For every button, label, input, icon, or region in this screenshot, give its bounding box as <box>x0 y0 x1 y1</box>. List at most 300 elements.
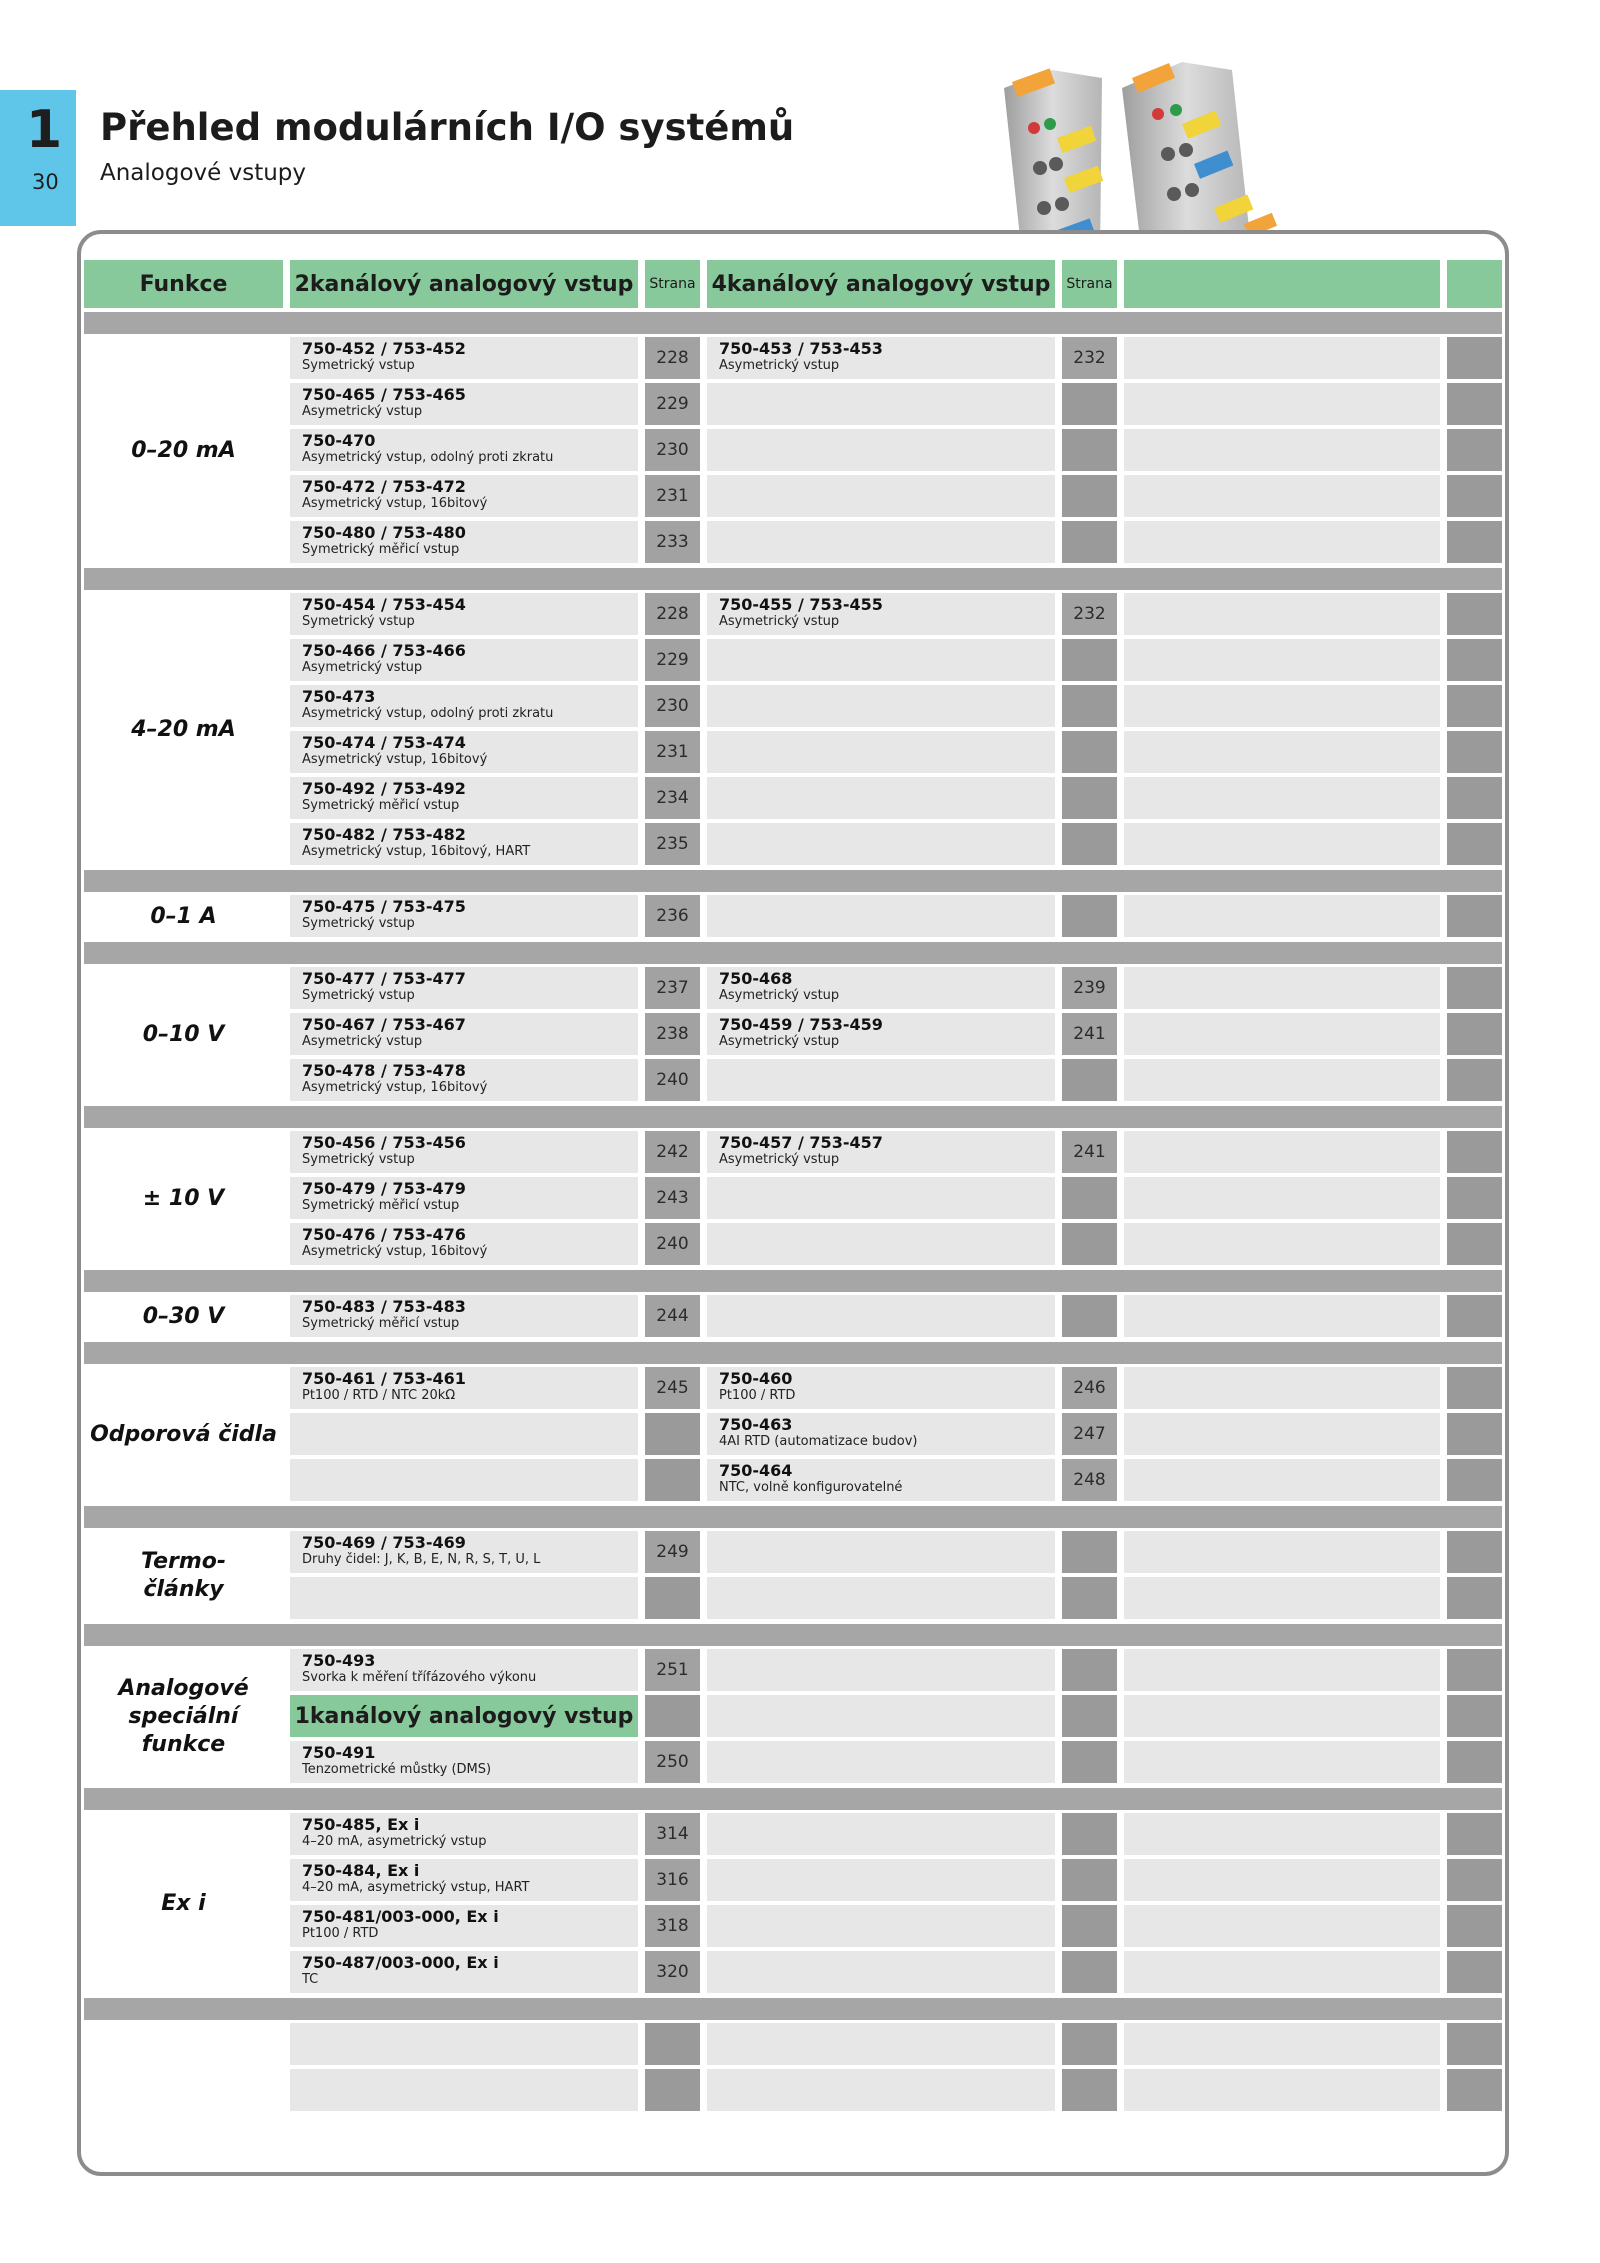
empty-cell <box>1124 521 1440 563</box>
product-cell-2ch <box>290 1177 638 1219</box>
empty-cell <box>1124 593 1440 635</box>
product-code: 750-456 / 753-456 <box>302 1133 466 1152</box>
empty-cell <box>1447 1177 1502 1219</box>
empty-cell <box>1124 895 1440 937</box>
empty-cell <box>1124 777 1440 819</box>
function-label: ± 10 V <box>142 1186 225 1211</box>
product-cell-4ch <box>707 1459 1055 1501</box>
product-cell-4ch <box>707 429 1055 471</box>
product-description: Symetrický měřicí vstup <box>302 1316 460 1331</box>
product-code: 750-480 / 753-480 <box>302 523 466 542</box>
product-code: 750-484, Ex i <box>302 1861 420 1880</box>
product-cell-2ch <box>290 475 638 517</box>
page-number: 30 <box>32 170 59 194</box>
product-code: 750-493 <box>302 1651 376 1670</box>
product-code: 750-455 / 753-455 <box>719 595 883 614</box>
page-subtitle: Analogové vstupy <box>100 160 307 186</box>
empty-cell <box>1447 429 1502 471</box>
product-code: 750-481/003-000, Ex i <box>302 1907 499 1926</box>
product-code: 750-465 / 753-465 <box>302 385 466 404</box>
product-cell-4ch <box>707 2069 1055 2111</box>
page-number-cell <box>1062 475 1117 517</box>
page-number-cell <box>1062 2023 1117 2065</box>
page-number-cell: 248 <box>1062 1459 1117 1501</box>
product-code: 750-452 / 753-452 <box>302 339 466 358</box>
function-label: 0–10 V <box>142 1022 225 1047</box>
page-number-cell: 232 <box>1062 593 1117 635</box>
page-number-cell: 316 <box>645 1859 700 1901</box>
product-description: Asymetrický vstup, odolný proti zkratu <box>302 450 554 465</box>
product-cell-2ch <box>290 731 638 773</box>
product-cell-2ch <box>290 521 638 563</box>
empty-cell <box>1124 475 1440 517</box>
product-description: Pt100 / RTD / NTC 20kΩ <box>302 1388 456 1403</box>
page-number-cell: 230 <box>645 685 700 727</box>
product-description: Asymetrický vstup, 16bitový <box>302 752 488 767</box>
page-number-cell: 249 <box>645 1531 700 1573</box>
empty-cell <box>1447 1013 1502 1055</box>
empty-cell <box>1447 823 1502 865</box>
product-code: 750-464 <box>719 1461 793 1480</box>
empty-cell <box>1124 685 1440 727</box>
product-cell-2ch <box>290 685 638 727</box>
product-cell-4ch <box>707 2023 1055 2065</box>
page-number-cell <box>1062 639 1117 681</box>
product-description: Symetrický měřicí vstup <box>302 1198 460 1213</box>
empty-cell <box>1447 731 1502 773</box>
empty-cell <box>1124 2069 1440 2111</box>
page-number-cell <box>1062 777 1117 819</box>
product-cell-4ch <box>707 593 1055 635</box>
empty-cell <box>1447 1059 1502 1101</box>
product-cell-4ch <box>707 1223 1055 1265</box>
product-cell-2ch <box>290 337 638 379</box>
empty-cell <box>1447 1859 1502 1901</box>
product-cell-2ch <box>290 1223 638 1265</box>
page-number-cell: 234 <box>645 777 700 819</box>
empty-cell <box>1124 1859 1440 1901</box>
product-cell-4ch <box>707 521 1055 563</box>
empty-cell <box>1447 1951 1502 1993</box>
empty-cell <box>1447 1813 1502 1855</box>
product-description: Asymetrický vstup <box>302 404 423 419</box>
empty-cell <box>1124 429 1440 471</box>
product-cell-2ch <box>290 1413 638 1455</box>
empty-cell <box>1124 1577 1440 1619</box>
product-cell-2ch <box>290 1367 638 1409</box>
page-number-cell <box>1062 1295 1117 1337</box>
product-cell-4ch <box>707 1813 1055 1855</box>
product-description: Asymetrický vstup, 16bitový <box>302 1080 488 1095</box>
product-cell-4ch <box>707 1367 1055 1409</box>
product-description: Symetrický vstup <box>302 1152 415 1167</box>
product-cell-4ch <box>707 967 1055 1009</box>
product-cell-4ch <box>707 383 1055 425</box>
function-label: 0–30 V <box>142 1304 225 1329</box>
function-label: 4–20 mA <box>131 717 236 742</box>
page-number-cell <box>1062 731 1117 773</box>
page-number-cell: 238 <box>645 1013 700 1055</box>
product-description: TC <box>302 1972 319 1987</box>
empty-cell <box>1124 967 1440 1009</box>
product-code: 750-473 <box>302 687 376 706</box>
empty-cell <box>1124 1905 1440 1947</box>
page-number-cell <box>1062 1577 1117 1619</box>
page-number-cell: 241 <box>1062 1013 1117 1055</box>
product-code: 750-487/003-000, Ex i <box>302 1953 499 1972</box>
product-cell-2ch <box>290 1905 638 1947</box>
page-number-cell <box>1062 1905 1117 1947</box>
empty-cell <box>1447 777 1502 819</box>
product-cell-2ch <box>290 777 638 819</box>
empty-cell <box>1447 2023 1502 2065</box>
product-description: Asymetrický vstup <box>719 358 840 373</box>
product-cell-2ch <box>290 1741 638 1783</box>
page-number-cell <box>1062 1695 1117 1737</box>
product-description: Asymetrický vstup, 16bitový <box>302 1244 488 1259</box>
empty-cell <box>1124 1741 1440 1783</box>
empty-cell <box>1124 1223 1440 1265</box>
product-cell-2ch <box>290 823 638 865</box>
page-number-cell <box>1062 429 1117 471</box>
page-number-cell: 240 <box>645 1059 700 1101</box>
product-description: Symetrický měřicí vstup <box>302 798 460 813</box>
header-funkce: Funkce <box>84 260 283 308</box>
empty-cell <box>1447 1413 1502 1455</box>
product-code: 750-470 <box>302 431 376 450</box>
product-cell-4ch <box>707 1131 1055 1173</box>
product-code: 750-492 / 753-492 <box>302 779 466 798</box>
product-code: 750-460 <box>719 1369 793 1388</box>
header-strana: Strana <box>1062 260 1117 308</box>
product-code: 750-477 / 753-477 <box>302 969 466 988</box>
product-description: Symetrický měřicí vstup <box>302 542 460 557</box>
product-code: 750-491 <box>302 1743 376 1762</box>
page-number-cell <box>645 1413 700 1455</box>
chapter-tab <box>0 90 76 226</box>
empty-cell <box>1124 1649 1440 1691</box>
page-number-cell <box>645 1459 700 1501</box>
page-number-cell <box>1062 1859 1117 1901</box>
product-description: Asymetrický vstup, odolný proti zkratu <box>302 706 554 721</box>
empty-cell <box>1124 1413 1440 1455</box>
page-number-cell: 247 <box>1062 1413 1117 1455</box>
empty-cell <box>1447 1905 1502 1947</box>
group-separator <box>84 1506 1502 1528</box>
empty-cell <box>1447 1649 1502 1691</box>
product-description: Asymetrický vstup <box>719 1034 840 1049</box>
empty-cell <box>1124 1059 1440 1101</box>
product-code: 750-478 / 753-478 <box>302 1061 466 1080</box>
empty-cell <box>1124 731 1440 773</box>
function-label: 0–20 mA <box>131 438 236 463</box>
product-description: 4–20 mA, asymetrický vstup <box>302 1834 487 1849</box>
page-number-cell: 231 <box>645 731 700 773</box>
product-description: 4AI RTD (automatizace budov) <box>719 1434 918 1449</box>
header-2ch: 2kanálový analogový vstup <box>290 260 638 308</box>
product-cell-4ch <box>707 1905 1055 1947</box>
page-number-cell <box>1062 383 1117 425</box>
page-number-cell <box>1062 1059 1117 1101</box>
page-number-cell <box>645 2069 700 2111</box>
page-number-cell: 228 <box>645 593 700 635</box>
empty-cell <box>1124 1013 1440 1055</box>
product-code: 750-482 / 753-482 <box>302 825 466 844</box>
product-description: Symetrický vstup <box>302 614 415 629</box>
page-number-cell: 236 <box>645 895 700 937</box>
empty-cell <box>1124 383 1440 425</box>
group-separator <box>84 1624 1502 1646</box>
product-description: Asymetrický vstup <box>302 660 423 675</box>
empty-cell <box>1124 1177 1440 1219</box>
function-label: 0–1 A <box>150 904 217 929</box>
group-separator <box>84 1270 1502 1292</box>
product-description: NTC, volně konfigurovatelné <box>719 1480 903 1495</box>
product-cell-4ch <box>707 337 1055 379</box>
empty-cell <box>1447 521 1502 563</box>
product-cell-4ch <box>707 1013 1055 1055</box>
empty-cell <box>1124 639 1440 681</box>
empty-cell <box>1447 475 1502 517</box>
empty-cell <box>1447 383 1502 425</box>
page-number-cell <box>1062 1177 1117 1219</box>
product-cell-4ch <box>707 823 1055 865</box>
product-cell-4ch <box>707 639 1055 681</box>
page-number-cell <box>1062 1649 1117 1691</box>
empty-cell <box>1124 1531 1440 1573</box>
page-number-cell <box>1062 1813 1117 1855</box>
empty-cell <box>1124 1367 1440 1409</box>
page-number-cell: 235 <box>645 823 700 865</box>
page-number-cell <box>1062 1531 1117 1573</box>
page-number-cell <box>1062 823 1117 865</box>
page-number-cell: 242 <box>645 1131 700 1173</box>
page-title: Přehled modulárních I/O systémů <box>100 106 795 149</box>
product-cell-4ch <box>707 895 1055 937</box>
product-cell-2ch <box>290 1577 638 1619</box>
empty-cell <box>1447 1577 1502 1619</box>
io-modules-image <box>982 48 1342 256</box>
empty-cell <box>1124 1295 1440 1337</box>
product-cell-2ch <box>290 967 638 1009</box>
product-description: 4–20 mA, asymetrický vstup, HART <box>302 1880 530 1895</box>
product-code: 750-466 / 753-466 <box>302 641 466 660</box>
product-code: 750-483 / 753-483 <box>302 1297 466 1316</box>
product-code: 750-467 / 753-467 <box>302 1015 466 1034</box>
page-number-cell: 232 <box>1062 337 1117 379</box>
page-number-cell: 246 <box>1062 1367 1117 1409</box>
header-empty <box>1124 260 1440 308</box>
empty-cell <box>1447 895 1502 937</box>
group-separator <box>84 568 1502 590</box>
header-strana: Strana <box>645 260 700 308</box>
page-number-cell <box>1062 2069 1117 2111</box>
product-cell-4ch <box>707 1649 1055 1691</box>
function-label: Ex i <box>161 1891 206 1916</box>
product-description: Pt100 / RTD <box>719 1388 796 1403</box>
product-cell-2ch <box>290 2069 638 2111</box>
empty-cell <box>1447 593 1502 635</box>
product-description: Asymetrický vstup <box>719 614 840 629</box>
page-number-cell: 241 <box>1062 1131 1117 1173</box>
empty-cell <box>1124 1695 1440 1737</box>
empty-cell <box>1447 1459 1502 1501</box>
page-number-cell: 229 <box>645 383 700 425</box>
page-number-cell <box>645 2023 700 2065</box>
product-code: 750-453 / 753-453 <box>719 339 883 358</box>
product-cell-4ch <box>707 1741 1055 1783</box>
product-code: 750-476 / 753-476 <box>302 1225 466 1244</box>
group-separator <box>84 1998 1502 2020</box>
page-number-cell: 237 <box>645 967 700 1009</box>
product-cell-2ch <box>290 1295 638 1337</box>
product-cell-4ch <box>707 1059 1055 1101</box>
product-cell-4ch <box>707 777 1055 819</box>
page-number-cell <box>1062 895 1117 937</box>
empty-cell <box>1447 2069 1502 2111</box>
group-separator <box>84 870 1502 892</box>
header-4ch: 4kanálový analogový vstup <box>707 260 1055 308</box>
product-cell-4ch <box>707 1413 1055 1455</box>
product-cell-4ch <box>707 1531 1055 1573</box>
empty-cell <box>1447 967 1502 1009</box>
function-label: Odporová čidla <box>90 1422 277 1447</box>
page-number-cell <box>645 1695 700 1737</box>
empty-cell <box>1447 639 1502 681</box>
product-cell-2ch <box>290 429 638 471</box>
product-code: 750-485, Ex i <box>302 1815 420 1834</box>
empty-cell <box>1447 1131 1502 1173</box>
product-cell-2ch <box>290 593 638 635</box>
empty-cell <box>1124 2023 1440 2065</box>
empty-cell <box>1447 685 1502 727</box>
product-code: 750-461 / 753-461 <box>302 1369 466 1388</box>
empty-cell <box>1447 337 1502 379</box>
product-cell-4ch <box>707 1859 1055 1901</box>
page-number-cell: 231 <box>645 475 700 517</box>
page-number-cell <box>1062 1741 1117 1783</box>
page-number-cell: 251 <box>645 1649 700 1691</box>
group-separator <box>84 312 1502 334</box>
product-cell-2ch <box>290 639 638 681</box>
product-description: Asymetrický vstup <box>719 988 840 1003</box>
product-cell-2ch <box>290 1649 638 1691</box>
product-cell-4ch <box>707 731 1055 773</box>
page-number-cell <box>1062 1223 1117 1265</box>
product-code: 750-468 <box>719 969 793 988</box>
product-description: Pt100 / RTD <box>302 1926 379 1941</box>
empty-cell <box>1124 1131 1440 1173</box>
function-label <box>84 2022 283 2114</box>
page-number-cell: 320 <box>645 1951 700 1993</box>
product-cell-2ch <box>290 895 638 937</box>
empty-cell <box>1447 1367 1502 1409</box>
product-description: Asymetrický vstup <box>719 1152 840 1167</box>
page-number-cell <box>1062 685 1117 727</box>
empty-cell <box>1447 1741 1502 1783</box>
product-description: Symetrický vstup <box>302 358 415 373</box>
product-description: Tenzometrické můstky (DMS) <box>302 1762 492 1777</box>
page-number-cell: 230 <box>645 429 700 471</box>
product-cell-4ch <box>707 1695 1055 1737</box>
empty-cell <box>1447 1295 1502 1337</box>
empty-cell <box>1447 1223 1502 1265</box>
chapter-number: 1 <box>26 100 63 160</box>
page-number-cell: 243 <box>645 1177 700 1219</box>
product-cell-2ch <box>290 1459 638 1501</box>
product-description: Druhy čidel: J, K, B, E, N, R, S, T, U, L <box>302 1552 541 1567</box>
page-number-cell: 244 <box>645 1295 700 1337</box>
product-code: 750-454 / 753-454 <box>302 595 466 614</box>
product-cell-2ch <box>290 1059 638 1101</box>
product-cell-4ch <box>707 1295 1055 1337</box>
page-number-cell <box>645 1577 700 1619</box>
page-number-cell: 240 <box>645 1223 700 1265</box>
empty-cell <box>1447 1531 1502 1573</box>
group-separator <box>84 1342 1502 1364</box>
product-cell-4ch <box>707 475 1055 517</box>
product-cell-2ch <box>290 383 638 425</box>
product-code: 750-475 / 753-475 <box>302 897 466 916</box>
product-description: Symetrický vstup <box>302 916 415 931</box>
page-number-cell: 233 <box>645 521 700 563</box>
product-description: Asymetrický vstup, 16bitový <box>302 496 488 511</box>
product-description: Symetrický vstup <box>302 988 415 1003</box>
product-code: 750-479 / 753-479 <box>302 1179 466 1198</box>
product-cell-4ch <box>707 1577 1055 1619</box>
header-1ch: 1kanálový analogový vstup <box>290 1695 638 1737</box>
product-code: 750-472 / 753-472 <box>302 477 466 496</box>
function-label: Termo- články <box>140 1549 227 1602</box>
empty-cell <box>1447 1695 1502 1737</box>
product-code: 750-474 / 753-474 <box>302 733 466 752</box>
product-cell-2ch <box>290 1131 638 1173</box>
product-code: 750-463 <box>719 1415 793 1434</box>
product-cell-2ch <box>290 1531 638 1573</box>
function-label: Analogové speciální funkce <box>118 1676 249 1757</box>
page-number-cell: 228 <box>645 337 700 379</box>
product-cell-2ch <box>290 2023 638 2065</box>
group-separator <box>84 942 1502 964</box>
product-code: 750-469 / 753-469 <box>302 1533 466 1552</box>
empty-cell <box>1124 1951 1440 1993</box>
product-code: 750-459 / 753-459 <box>719 1015 883 1034</box>
page-number-cell: 318 <box>645 1905 700 1947</box>
product-cell-2ch <box>290 1013 638 1055</box>
product-cell-2ch <box>290 1859 638 1901</box>
empty-cell <box>1124 1459 1440 1501</box>
product-description: Asymetrický vstup <box>302 1034 423 1049</box>
page-number-cell <box>1062 1951 1117 1993</box>
page-number-cell: 250 <box>645 1741 700 1783</box>
page-number-cell: 239 <box>1062 967 1117 1009</box>
empty-cell <box>1124 823 1440 865</box>
page-number-cell: 229 <box>645 639 700 681</box>
product-cell-2ch <box>290 1951 638 1993</box>
product-cell-4ch <box>707 685 1055 727</box>
page-number-cell <box>1062 521 1117 563</box>
product-description: Asymetrický vstup, 16bitový, HART <box>302 844 531 859</box>
empty-cell <box>1124 337 1440 379</box>
product-cell-4ch <box>707 1177 1055 1219</box>
group-separator <box>84 1788 1502 1810</box>
page-number-cell: 314 <box>645 1813 700 1855</box>
page-number-cell: 245 <box>645 1367 700 1409</box>
group-separator <box>84 1106 1502 1128</box>
product-cell-4ch <box>707 1951 1055 1993</box>
product-cell-2ch <box>290 1813 638 1855</box>
product-description: Svorka k měření třífázového výkonu <box>302 1670 537 1685</box>
